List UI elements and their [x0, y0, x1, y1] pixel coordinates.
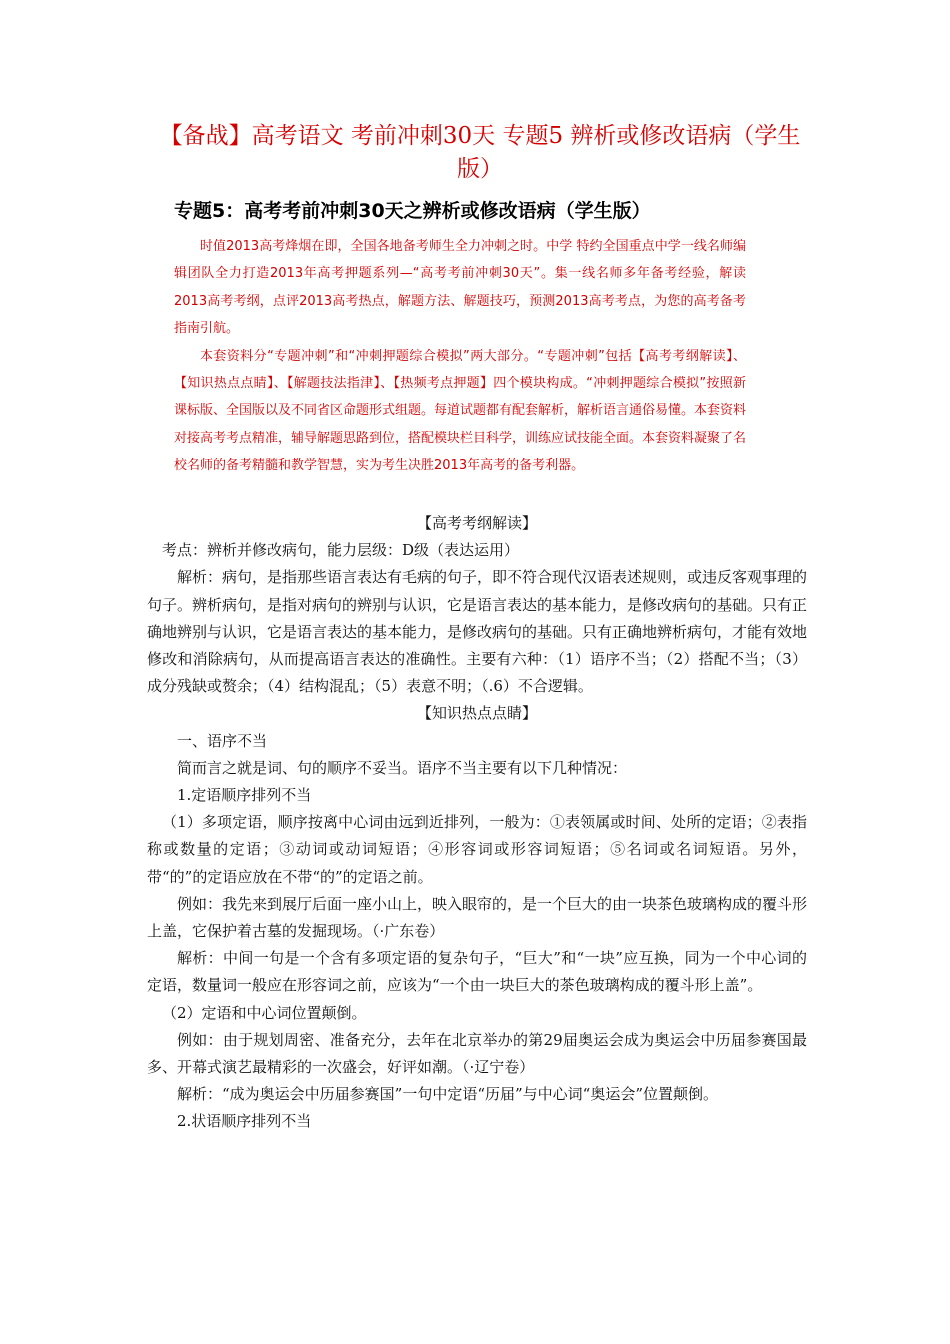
item-title-attributive-order: 1.定语顺序排列不当 [177, 786, 312, 805]
part-title-word-order: 一、语序不当 [177, 731, 268, 750]
example-guangdong: 例如：我先来到展厅后面一座小山上，映入眼帘的，是一个巨大的由一块茶色玻璃构成的覆斗形上盖，它保护着古墓的发掘现场。（·广东卷） [147, 894, 808, 941]
kaodian-line: 考点：辨析并修改病句，能力层级：D级（表达运用） [162, 541, 520, 560]
outline-analysis: 解析：病句，是指那些语言表达有毛病的句子，即不符合现代汉语表述规则，或违反客观事理的句子。辨析病句，是指对病句的辨别与认识，它是语言表达的基本能力，是修改病句的基础。只有正确地辨别与认识，它是语言表达的基本能力，是修改病句的基础。只有正确地辨析病句，才能有效地修改和消除病句，从而提高语言表达的准确性。主要有六种：（1）语序不当；（2）搭配不当；（3）成分残缺或赘余；（4）结构混乱；（5）表意不明；（.6）不合逻辑。 [147, 568, 808, 696]
section-heading-knowledge: 【知识热点点睛】 [416, 704, 537, 723]
intro-paragraph-1: 时值2013高考烽烟在即，全国各地备考师生全力冲刺之时。中学 特约全国重点中学一线名师编辑团队全力打造2013年高考押题系列—“高考考前冲刺30天”。集一线名师多年备考经验，解读2013高考考纲，点评2013高考热点，解题方法、解题技巧，预测2013高考考点，为您的高考备考指南引航。 [174, 239, 746, 337]
document-body [147, 510, 807, 1136]
analysis-liaoning: 解析：“成为奥运会中历届参赛国”一句中定语“历届”与中心词“奥运会”位置颠倒。 [177, 1085, 719, 1104]
part-intro-word-order: 简而言之就是词、句的顺序不妥当。语序不当主要有以下几种情况： [177, 758, 628, 777]
intro-block [174, 233, 746, 480]
document-subtitle: 专题5：高考考前冲刺30天之辨析或修改语病（学生版） [174, 200, 651, 222]
item-sub-multiple-attributives: （1）多项定语，顺序按离中心词由远到近排列，一般为：①表领属或时间、处所的定语；②表指称或数量的定语；③动词或动词短语；④形容词或形容词短语；⑤名词或名词短语。另外，带“的”的定语应放在不带“的”的定语之前。 [147, 813, 807, 886]
item-title-adverbial-order: 2.状语顺序排列不当 [177, 1112, 312, 1131]
analysis-guangdong: 解析：中间一句是一个含有多项定语的复杂句子，“巨大”和“一块”应互换，同为一个中心词的定语，数量词一般应在形容词之前，应该为“一个由一块巨大的茶色玻璃构成的覆斗形上盖”。 [147, 949, 807, 995]
example-liaoning: 例如：由于规划周密、准备充分，去年在北京举办的第29届奥运会成为奥运会中历届参赛国最多、开幕式演艺最精彩的一次盛会，好评如潮。（·辽宁卷） [147, 1030, 807, 1077]
intro-paragraph-2: 本套资料分“专题冲刺”和“冲刺押题综合模拟”两大部分。“专题冲刺”包括【高考考纲解读】、【知识热点点睛】、【解题技法指津】、【热频考点押题】四个模块构成。“冲刺押题综合模拟”按照新课标版、全国版以及不同省区命题形式组题。每道试题都有配套解析，解析语言通俗易懂。本套资料对接高考考点精准，辅导解题思路到位，搭配模块栏目科学，训练应试技能全面。本套资料凝聚了名校名师的备考精髓和教学智慧，实为考生决胜2013年高考的备考利器。 [174, 348, 747, 474]
item-sub-inverted-attributive: （2）定语和中心词位置颠倒。 [162, 1003, 367, 1022]
document-title: 【备战】高考语文 考前冲刺30天 专题5 辨析或修改语病（学生版） [159, 123, 801, 182]
section-heading-outline: 【高考考纲解读】 [416, 514, 537, 532]
